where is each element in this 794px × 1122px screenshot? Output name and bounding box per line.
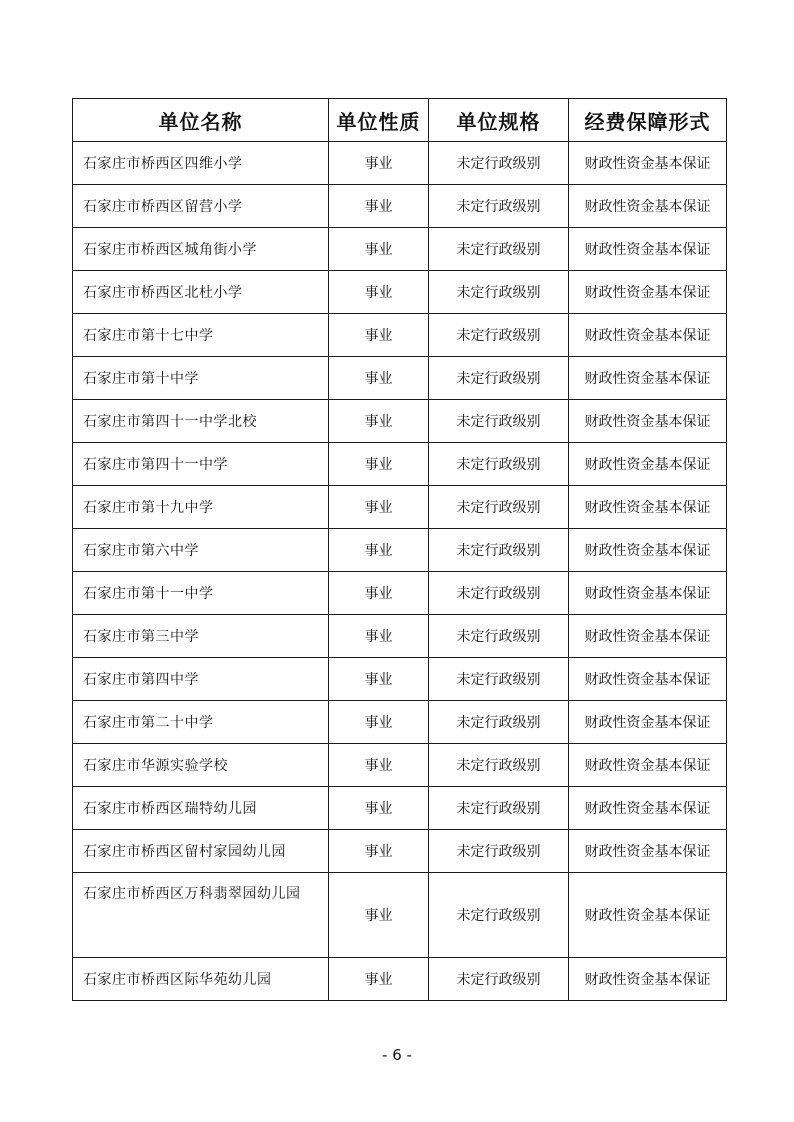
table-row [73,486,727,529]
cell-unit-nature: 事业 [329,400,429,443]
page-number: - 6 - [382,1046,412,1064]
table-row [73,443,727,486]
cell-unit-nature: 事业 [329,615,429,658]
cell-unit-level: 未定行政级别 [429,958,569,1001]
cell-funding-form: 财政性资金基本保证 [569,787,727,830]
table-row [73,185,727,228]
cell-unit-nature: 事业 [329,701,429,744]
cell-unit-level: 未定行政级别 [429,443,569,486]
cell-funding-form: 财政性资金基本保证 [569,271,727,314]
cell-unit-level: 未定行政级别 [429,486,569,529]
cell-unit-level: 未定行政级别 [429,830,569,873]
header-row [73,99,727,142]
table-row [73,357,727,400]
table-row [73,787,727,830]
cell-funding-form: 财政性资金基本保证 [569,314,727,357]
cell-unit-level: 未定行政级别 [429,615,569,658]
cell-unit-level: 未定行政级别 [429,787,569,830]
cell-unit-nature: 事业 [329,744,429,787]
cell-unit-name: 石家庄市第二十中学 [73,701,329,744]
cell-unit-name: 石家庄市桥西区瑞特幼儿园 [73,787,329,830]
cell-unit-name: 石家庄市第十七中学 [73,314,329,357]
cell-unit-level: 未定行政级别 [429,400,569,443]
cell-unit-name: 石家庄市第十一中学 [73,572,329,615]
cell-unit-name: 石家庄市桥西区四维小学 [73,142,329,185]
table-row [73,228,727,271]
cell-unit-level: 未定行政级别 [429,271,569,314]
cell-funding-form: 财政性资金基本保证 [569,228,727,271]
cell-unit-nature: 事业 [329,658,429,701]
table-row [73,830,727,873]
cell-unit-name: 石家庄市第十九中学 [73,486,329,529]
cell-unit-name: 石家庄市桥西区城角街小学 [73,228,329,271]
cell-unit-nature: 事业 [329,958,429,1001]
cell-unit-nature: 事业 [329,443,429,486]
cell-funding-form: 财政性资金基本保证 [569,185,727,228]
cell-funding-form: 财政性资金基本保证 [569,701,727,744]
cell-funding-form: 财政性资金基本保证 [569,142,727,185]
cell-unit-name: 石家庄市第六中学 [73,529,329,572]
cell-unit-name: 石家庄市第四中学 [73,658,329,701]
cell-funding-form: 财政性资金基本保证 [569,529,727,572]
cell-unit-name: 石家庄市第四十一中学 [73,443,329,486]
header-funding-form: 经费保障形式 [569,99,727,142]
cell-unit-name: 石家庄市桥西区留营小学 [73,185,329,228]
cell-unit-nature: 事业 [329,185,429,228]
cell-funding-form: 财政性资金基本保证 [569,615,727,658]
cell-unit-level: 未定行政级别 [429,744,569,787]
cell-funding-form: 财政性资金基本保证 [569,830,727,873]
header-unit-name: 单位名称 [73,99,329,142]
cell-unit-level: 未定行政级别 [429,658,569,701]
cell-funding-form: 财政性资金基本保证 [569,486,727,529]
cell-unit-level: 未定行政级别 [429,529,569,572]
cell-unit-level: 未定行政级别 [429,572,569,615]
table-row [73,400,727,443]
table-row [73,701,727,744]
cell-unit-nature: 事业 [329,572,429,615]
cell-unit-name: 石家庄市第四十一中学北校 [73,400,329,443]
cell-funding-form: 财政性资金基本保证 [569,572,727,615]
table-row [73,572,727,615]
table-header [73,99,727,142]
table-row [73,271,727,314]
cell-unit-nature: 事业 [329,486,429,529]
cell-funding-form: 财政性资金基本保证 [569,873,727,958]
cell-funding-form: 财政性资金基本保证 [569,958,727,1001]
cell-unit-nature: 事业 [329,787,429,830]
cell-unit-name: 石家庄市桥西区万科翡翠园幼儿园 [73,873,329,958]
cell-unit-level: 未定行政级别 [429,228,569,271]
cell-funding-form: 财政性资金基本保证 [569,357,727,400]
cell-funding-form: 财政性资金基本保证 [569,443,727,486]
cell-funding-form: 财政性资金基本保证 [569,744,727,787]
table-row [73,744,727,787]
cell-unit-level: 未定行政级别 [429,185,569,228]
cell-unit-name: 石家庄市第十中学 [73,357,329,400]
cell-funding-form: 财政性资金基本保证 [569,400,727,443]
cell-unit-nature: 事业 [329,357,429,400]
cell-unit-nature: 事业 [329,228,429,271]
header-unit-nature: 单位性质 [329,99,429,142]
table-body [73,142,727,1001]
cell-funding-form: 财政性资金基本保证 [569,658,727,701]
cell-unit-nature: 事业 [329,529,429,572]
table-row [73,615,727,658]
cell-unit-level: 未定行政级别 [429,142,569,185]
cell-unit-name: 石家庄市桥西区北杜小学 [73,271,329,314]
cell-unit-level: 未定行政级别 [429,357,569,400]
cell-unit-name: 石家庄市桥西区际华苑幼儿园 [73,958,329,1001]
table-row [73,958,727,1001]
cell-unit-nature: 事业 [329,830,429,873]
cell-unit-nature: 事业 [329,142,429,185]
cell-unit-name: 石家庄市第三中学 [73,615,329,658]
table-row [73,873,727,958]
table-row [73,142,727,185]
cell-unit-nature: 事业 [329,271,429,314]
cell-unit-name: 石家庄市桥西区留村家园幼儿园 [73,830,329,873]
cell-unit-level: 未定行政级别 [429,701,569,744]
table-row [73,314,727,357]
cell-unit-name: 石家庄市华源实验学校 [73,744,329,787]
cell-unit-level: 未定行政级别 [429,873,569,958]
cell-unit-nature: 事业 [329,873,429,958]
header-unit-level: 单位规格 [429,99,569,142]
table-row [73,658,727,701]
cell-unit-nature: 事业 [329,314,429,357]
cell-unit-level: 未定行政级别 [429,314,569,357]
unit-table [72,98,727,1001]
table-row [73,529,727,572]
